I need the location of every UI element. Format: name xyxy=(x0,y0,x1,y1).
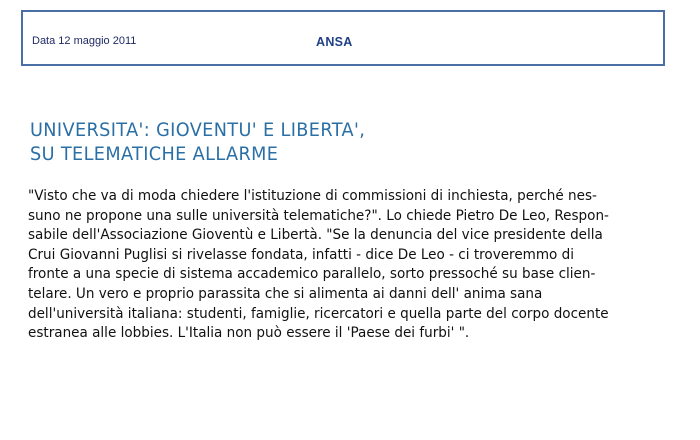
article-body xyxy=(28,187,668,344)
body-line: "Visto che va di moda chiedere l'istituzione di commissioni di inchiesta, perché nes- xyxy=(28,188,597,204)
body-line: telare. Un vero e proprio parassita che si alimenta ai danni dell' anima sana xyxy=(28,285,543,302)
header-box xyxy=(21,10,665,66)
headline-line: UNIVERSITA': GIOVENTU' E LIBERTA', xyxy=(30,119,366,141)
body-line: fronte a una specie di sistema accademico parallelo, sorto pressoché su base clien- xyxy=(28,266,596,283)
body-line: sabile dell'Associazione Gioventù e Libertà. "Se la denuncia del vice presidente della xyxy=(28,227,603,244)
body-line: dell'università italiana: studenti, famiglie, ricercatori e quella parte del corpo docente xyxy=(28,305,609,322)
article-date: Data 12 maggio 2011 xyxy=(32,35,137,47)
article-headline xyxy=(30,118,551,166)
body-line: Crui Giovanni Puglisi si rivelasse fondata, infatti - dice De Leo - ci troveremmo di xyxy=(28,246,575,263)
body-line: suno ne propone una sulle università telematiche?". Lo chiede Pietro De Leo, Respon- xyxy=(28,207,609,224)
headline-line: SU TELEMATICHE ALLARME xyxy=(30,143,279,165)
body-line: estranea alle lobbies. L'Italia non può essere il 'Paese dei furbi' ". xyxy=(28,325,470,342)
news-source: ANSA xyxy=(316,35,353,49)
